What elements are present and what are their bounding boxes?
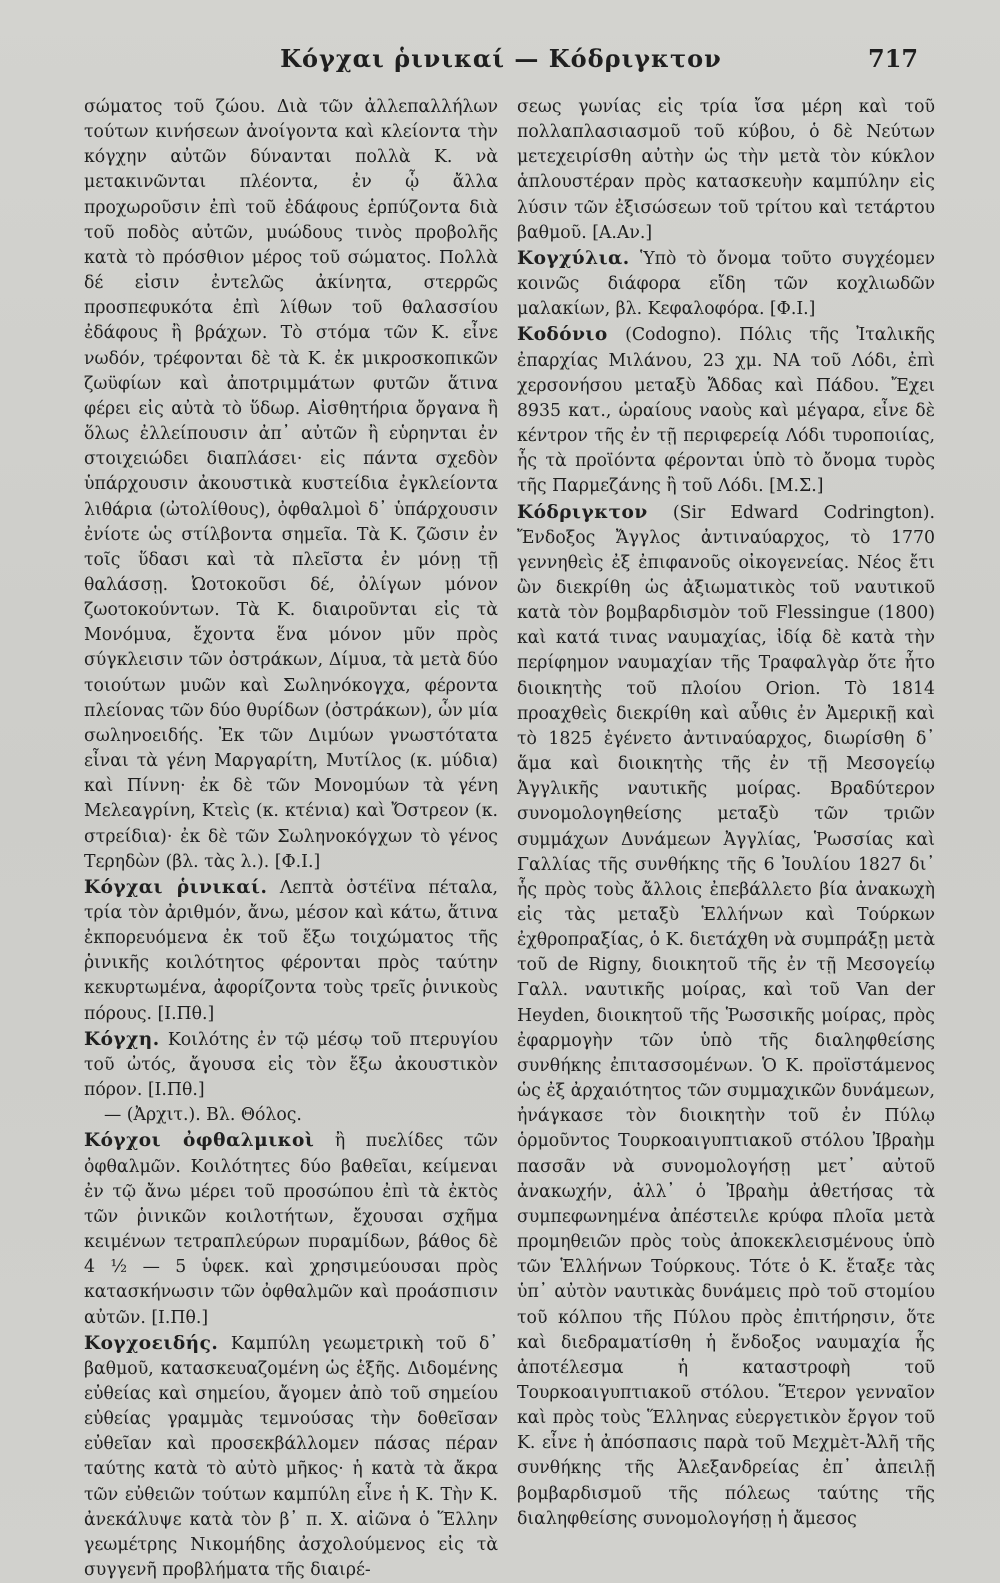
headword: Κόγχοι ὀφθαλμικοὶ <box>84 1130 315 1152</box>
headword: Κόδριγκτον <box>517 501 648 523</box>
entry-konchoeidis <box>84 1331 498 1583</box>
entry-kodonio <box>517 322 935 499</box>
entry-text: Λεπτὰ ὀστέϊνα πέταλα, τρία τὸν ἀριθμόν, ἄνω, μέσον καὶ κάτω, ἅτινα ἐκπορευόμενα ἐκ τοῦ ἔξω τοιχώματος τῆς ῥινικῆς κοιλότητος φέρονται πρὸς ταύτην κεκυρτωμένα, ἀφορίζοντα τοὺς τρεῖς ῥινικοὺς πόρους. [Ι.Πθ.] <box>84 877 498 1024</box>
right-column <box>517 95 935 1532</box>
entry-text: (Sir Edward Codrington). Ἔνδοξος Ἄγγλος ἀντιναύαρχος, τὸ 1770 γεννηθεὶς ἐξ ἐπιφανοῦς οἰκογενείας. Νέος ἔτι ὢν διεκρίθη ὡς ἀξιωματικὸς τοῦ ναυτικοῦ κατὰ τὸν βομβαρδισμὸν τοῦ Flessingue (1800) καὶ κατά τινας ναυμαχίας, ἰδίᾳ δὲ κατὰ τὴν περίφημον ναυμαχίαν τῆς Τραφαλγὰρ ὅτε ἦτο διοικητὴς τοῦ πλοίου Orion. Τὸ 1814 προαχθεὶς διεκρίθη καὶ αὖθις ἐν Ἀμερικῇ καὶ τὸ 1825 ἐγένετο ἀντιναύαρχος, διωρίσθη δ᾽ ἅμα καὶ διοικητὴς τῆς ἐν τῇ Μεσογείῳ Ἀγγλικῆς ναυτικῆς μοίρας. Βραδύτερον συνομολογηθείσης μεταξὺ τῶν τριῶν συμμάχων Δυνάμεων Ἀγγλίας, Ῥωσσίας καὶ Γαλλίας τῆς συνθήκης τῆς 6 Ἰουλίου 1827 δι᾽ ἧς πρὸς τοὺς ἄλλοις ἐπεβάλλετο βία ἀνακωχὴ εἰς τὰς μεταξὺ Ἑλλήνων καὶ Τούρκων ἐχθροπραξίας, ὁ Κ. διετάχθη νὰ συμπράξῃ μετὰ τοῦ de Rigny, διοικητοῦ τῆς ἐν τῇ Μεσογείῳ Γαλλ. ναυτικῆς μοίρας, καὶ τοῦ Van der Heyden, διοικητοῦ τῆς Ῥωσσικῆς μοίρας, πρὸς ἐφαρμογὴν τῶν ὑπὸ τῆς διαληφθείσης συνθήκης ἐπιτασσομένων. Ὁ Κ. προϊστάμενος ὡς ἐξ ἀρχαιότητος τῶν συμμαχικῶν δυνάμεων, ἠνάγκασε τὸν διοικητὴν τοῦ ἐν Πύλῳ ὁρμοῦντος Τουρκοαιγυπτιακοῦ στόλου Ἰβραὴμ πασσᾶν νὰ συνομολογήσῃ μετ᾽ αὐτοῦ ἀνακωχήν, ἀλλ᾽ ὁ Ἰβραὴμ ἀθετήσας τὰ συμπεφωνημένα ἀπέστειλε κρύφα πλοῖα μετὰ προμηθειῶν πρὸς τοὺς ἀποκεκλεισμένους ὑπὸ τῶν Ἑλλήνων Τούρκους. Τότε ὁ Κ. ἔταξε τὰς ὑπ᾽ αὐτὸν ναυτικὰς δυνάμεις πρὸ τοῦ στομίου τοῦ κόλπου τῆς Πύλου πρὸς ἐπιτήρησιν, ὅτε καὶ διεδραματίσθη ἡ ἔνδοξος ναυμαχία ἧς ἀποτέλεσμα ἡ καταστροφὴ τοῦ Τουρκοαιγυπτιακοῦ στόλου. Ἕτερον γενναῖον καὶ πρὸς τοὺς Ἕλληνας εὐεργετικὸν ἔργον τοῦ Κ. εἶνε ἡ ἀπόσπασις παρὰ τοῦ Μεχμὲτ-Ἀλῆ τῆς συνθήκης τῆς Ἀλεξανδρείας ἐπ᾽ ἀπειλῇ βομβαρδισμοῦ τῆς πόλεως ταύτης τῆς διαληφθείσης συνομολογήσῃ ἡ ἄμεσος <box>517 502 935 1529</box>
entry-konchi <box>84 1027 498 1103</box>
page-number: 717 <box>868 44 919 73</box>
headword: Κόγχαι ῥινικαί. <box>84 876 268 898</box>
left-column <box>84 95 498 1583</box>
headword: Κογχοειδής. <box>84 1332 219 1354</box>
headword: Κόγχη. <box>84 1028 160 1050</box>
entry-kodrington <box>517 500 935 1532</box>
entry-continuation-text: σώματος τοῦ ζώου. Διὰ τῶν ἀλλεπαλλήλων τούτων κινήσεων ἀνοίγοντα καὶ κλείοντα τὴν κόγχην αὐτῶν δύνανται πολλὰ Κ. νὰ μετακινῶνται πλέοντα, ἐν ᾧ ἄλλα προχωροῦσιν ἐπὶ τοῦ ἐδάφους ἑρπύζοντα διὰ τοῦ ποδὸς αὐτῶν, μυώδους τινὸς προβολῆς κατὰ τὸ πρόσθιον μέρος τοῦ σώματος. Πολλὰ δέ εἰσιν ἐντελῶς ἀκίνητα, στερρῶς προσπεφυκότα ἐπὶ λίθων τοῦ θαλασσίου ἐδάφους ἢ βράχων. Τὸ στόμα τῶν Κ. εἶνε νωδόν, τρέφονται δὲ τὰ Κ. ἐκ μικροσκοπικῶν ζωϋφίων καὶ ἀποτριμμάτων φυτῶν ἅτινα φέρει εἰς αὐτὰ τὸ ὕδωρ. Αἰσθητήρια ὄργανα ἢ ὅλως ἐλλείπουσιν ἀπ᾽ αὐτῶν ἢ εὑρηνται ἐν στοιχειώδει διαπλάσει· εἰς πάντα σχεδὸν ὑπάρχουσιν ἀκουστικὰ κυστείδια ἐγκλείοντα λιθάρια (ὠτολίθους), ὀφθαλμοὶ δ᾽ ὑπάρχουσιν ἐνίοτε ὡς στίλβοντα σημεῖα. Τὰ Κ. ζῶσιν ἐν τοῖς ὕδασι καὶ τὰ πλεῖστα ἐν μόνῃ τῇ θαλάσσῃ. Ὠοτοκοῦσι δέ, ὀλίγων μόνον ζωοτοκούντων. Τὰ Κ. διαιροῦνται εἰς τὰ Μονόμυα, ἔχοντα ἕνα μόνον μῦν πρὸς σύγκλεισιν τῶν ὀστράκων, Δίμυα, τὰ μετὰ δύο τοιούτων μυῶν καὶ Σωληνόκογχα, φέροντα πλείονας τῶν δύο θυρίδων (ὀστράκων), ὧν μία σωληνοειδής. Ἐκ τῶν Διμύων γνωστότατα εἶναι τὰ γένη Μαργαρίτη, Μυτίλος (κ. μύδια) καὶ Πίννη· ἐκ δὲ τῶν Μονομύων τὰ γένη Μελεαγρίνη, Κτεὶς (κ. κτένια) καὶ Ὄστρεον (κ. στρείδια)· ἐκ δὲ τῶν Σωληνοκόγχων τὸ γένος Τερηδὼν (βλ. τὰς λ.). [Φ.Ι.] <box>84 97 498 872</box>
entry-konchai-rinikai <box>84 875 498 1027</box>
entry-konchylia <box>517 246 935 322</box>
entry-text: (Codogno). Πόλις τῆς Ἰταλικῆς ἐπαρχίας Μιλάνου, 23 χμ. ΝΑ τοῦ Λόδι, ἐπὶ χερσονήσου μεταξὺ Ἄδδας καὶ Πάδου. Ἔχει 8935 κατ., ὡραίους ναοὺς καὶ μέγαρα, εἶνε δὲ κέντρον τῆς ἐν τῇ περιφερείᾳ Λόδι τυροποιίας, ἧς τὰ προϊόντα φέρονται ὑπὸ τὸ ὄνομα τυρὸς τῆς Παρμεζάνης ἢ τοῦ Λόδι. [Μ.Σ.] <box>517 325 936 497</box>
entry-text: ἢ πυελίδες τῶν ὀφθαλμῶν. Κοιλότητες δύο βαθεῖαι, κείμεναι ἐν τῷ ἄνω μέρει τοῦ προσώπου ἐπὶ τὰ ἐκτὸς τῶν ῥινικῶν κοιλοτήτων, ἔχουσαι σχῆμα κειμένων τετραπλεύρων πυραμίδων, βάθος δὲ 4 ½ — 5 ὑφεκ. καὶ χρησιμεύουσαι πρὸς κατασκήνωσιν τῶν ὀφθαλμῶν καὶ προάσπισιν αὐτῶν. [Ι.Πθ.] <box>84 1131 499 1328</box>
headword: Κογχύλια. <box>517 247 630 269</box>
headword: Κοδόνιο <box>517 324 608 346</box>
running-head: Κόγχαι ῥινικαί — Κόδριγκτον <box>280 44 722 73</box>
entry-text: Καμπύλη γεωμετρικὴ τοῦ δ᾽ βαθμοῦ, κατασκευαζομένη ὡς ἑξῆς. Διδομένης εὐθείας καὶ σημείου, ἄγομεν ἀπὸ τοῦ σημείου εὐθείας γραμμὰς τεμνούσας τὴν δοθεῖσαν εὐθεῖαν καὶ προσεκβάλλομεν πάσας πέραν ταύτης κατὰ τὸ αὐτὸ μῆκος· ἡ κατὰ τὰ ἄκρα τῶν εὐθειῶν τούτων καμπύλη εἶνε ἡ Κ. Τὴν Κ. ἀνεκάλυψε κατὰ τὸν β᾽ π. Χ. αἰῶνα ὁ Ἕλλην γεωμέτρης Νικομήδης ἀσχολούμενος εἰς τὰ συγγενῆ προβλήματα τῆς διαιρέ- <box>84 1333 499 1581</box>
entry-subsense: — (Ἀρχιτ.). Βλ. Θόλος. <box>104 1105 302 1126</box>
entry-continuation-text: σεως γωνίας εἰς τρία ἴσα μέρη καὶ τοῦ πολλαπλασιασμοῦ τοῦ κύβου, ὁ δὲ Νεύτων μετεχειρίσθη αὐτὴν ὡς τὴν μετὰ τὸν κύκλον ἁπλουστέραν πρὸς κατασκευὴν καμπύλην εἰς λύσιν τῶν ἐξισώσεων τοῦ τρίτου καὶ τετάρτου βαθμοῦ. [Α.Αν.] <box>517 97 935 243</box>
entry-text: Ὑπὸ τὸ ὄνομα τοῦτο συγχέομεν κοινῶς διάφορα εἴδη τῶν κοχλιωδῶν μαλακίων, βλ. Κεφαλοφόρα. [Φ.Ι.] <box>517 248 935 320</box>
entry-text: Κοιλότης ἐν τῷ μέσῳ τοῦ πτερυγίου τοῦ ὠτός, ἄγουσα εἰς τὸν ἔξω ἀκουστικὸν πόρον. [Ι.Πθ.] <box>84 1029 498 1101</box>
page-header <box>0 44 1000 80</box>
entry-konchoi-ofthalmikoi <box>84 1128 498 1330</box>
